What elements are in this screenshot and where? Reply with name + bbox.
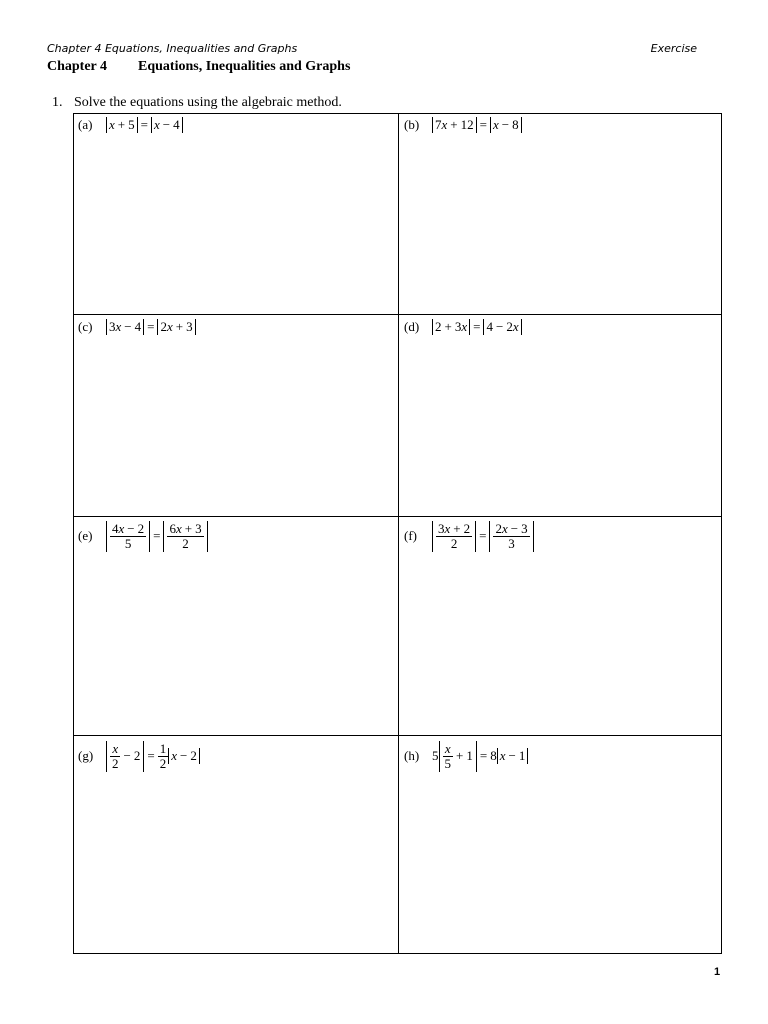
equation: 2 + 3 x = 4 − 2 x xyxy=(432,319,522,335)
question-instruction xyxy=(52,95,342,111)
answer-cell-h[interactable] xyxy=(404,738,528,774)
item-label: (f) xyxy=(404,528,417,543)
equation: $\frac{4x - 2}{5}$ = $\frac{6x + 3}{2}$ xyxy=(106,521,208,552)
answer-cell-e[interactable] xyxy=(78,518,208,554)
grid-divider-row-3 xyxy=(74,735,721,736)
grid-divider-row-2 xyxy=(74,516,721,517)
question-number: 1. xyxy=(52,95,63,110)
answer-cell-g[interactable] xyxy=(78,738,200,774)
item-label: (c) xyxy=(78,319,93,334)
item-label: (e) xyxy=(78,528,93,543)
chapter-title xyxy=(47,59,350,75)
grid-divider-vertical xyxy=(398,114,399,953)
answer-cell-f[interactable] xyxy=(404,518,534,554)
item-label: (b) xyxy=(404,117,420,132)
chapter-name: Equations, Inequalities and Graphs xyxy=(138,59,351,74)
item-label: (h) xyxy=(404,748,420,763)
chapter-number: Chapter 4 xyxy=(47,59,108,74)
equation: $\frac{x}{2}$ − 2 = $\frac{1}{2}$ x − 2 xyxy=(106,741,200,772)
running-header-section: Exercise xyxy=(650,42,697,55)
answer-cell-a[interactable] xyxy=(78,117,183,133)
equation: 5 $\frac{x}{5}$ + 1 = 8 x − 1 xyxy=(432,741,528,772)
page-number: 1 xyxy=(714,966,721,978)
item-label: (a) xyxy=(78,117,93,132)
answer-cell-d[interactable] xyxy=(404,319,522,335)
running-header-title: Chapter 4 Equations, Inequalities and Graphs xyxy=(47,42,298,55)
equation: 7 x + 12 = x − 8 xyxy=(432,117,522,133)
answer-cell-c[interactable] xyxy=(78,319,196,335)
equation: x + 5 = x − 4 xyxy=(106,117,183,133)
equation: $\frac{3x + 2}{2}$ = $\frac{2x - 3}{3}$ xyxy=(432,521,534,552)
answer-cell-b[interactable] xyxy=(404,117,522,133)
question-text: Solve the equations using the algebraic method. xyxy=(74,95,342,110)
answer-grid xyxy=(73,113,722,954)
equation: 3 x − 4 = 2 x + 3 xyxy=(106,319,196,335)
grid-divider-row-1 xyxy=(74,314,721,315)
running-header xyxy=(47,42,697,58)
item-label: (d) xyxy=(404,319,420,334)
item-label: (g) xyxy=(78,748,94,763)
